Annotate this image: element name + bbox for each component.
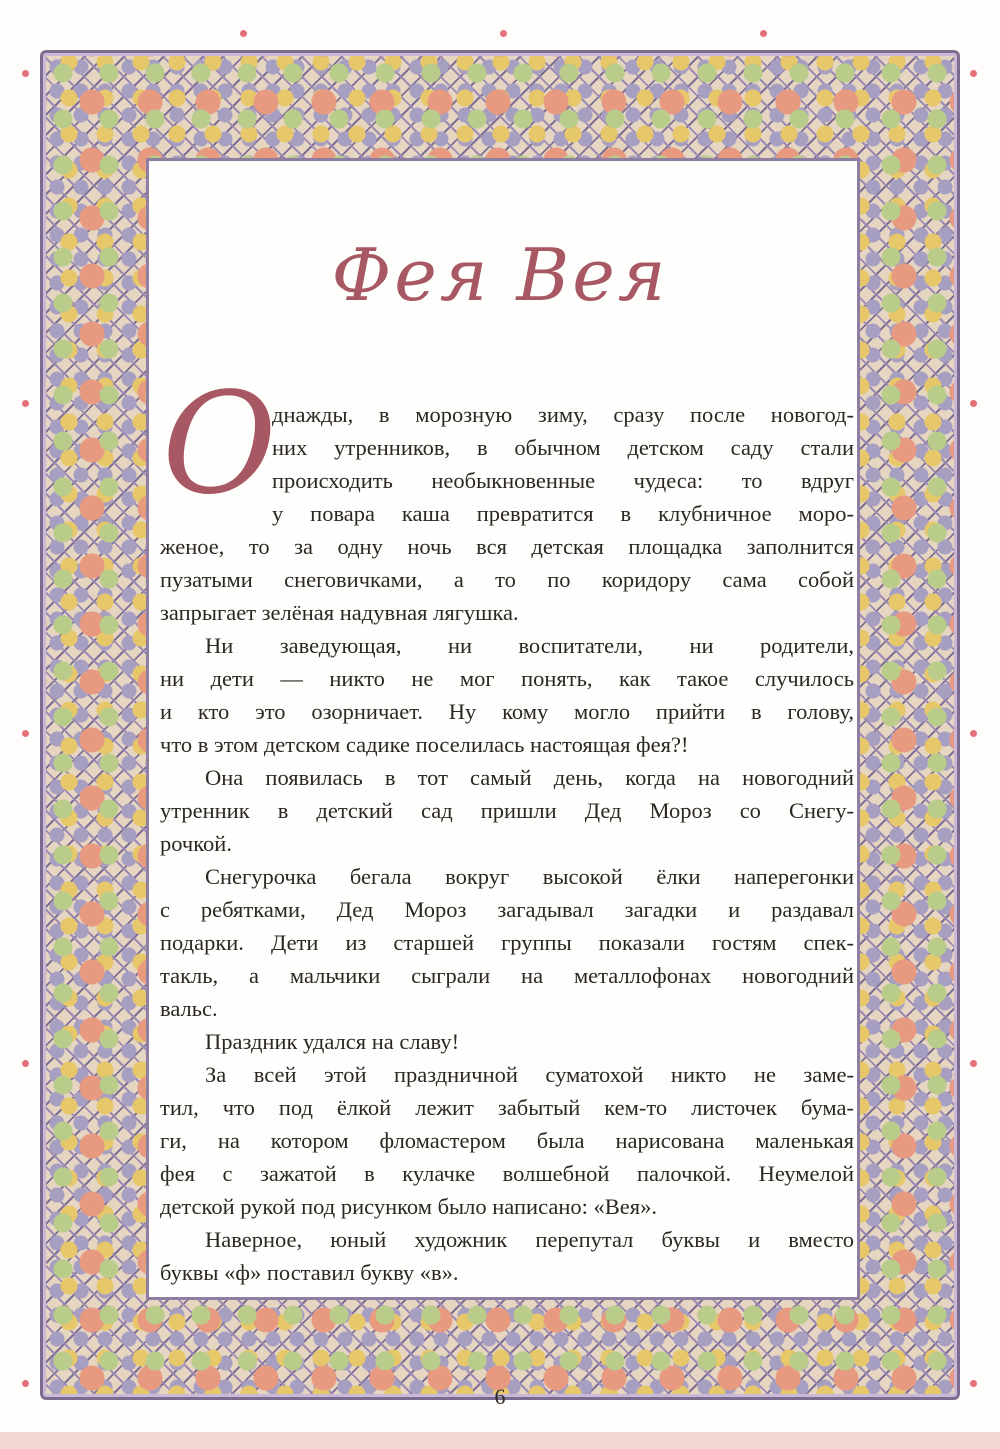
text-line: Наверное, юный художник перепутал буквы и вместо xyxy=(205,1227,854,1252)
text-line: вальс. xyxy=(160,996,218,1021)
text-line: что в этом детском садике поселилась настоящая фея?! xyxy=(160,732,689,757)
text-line: с ребятками, Дед Мороз загадывал загадки и раздавал xyxy=(160,897,854,922)
border-dot xyxy=(970,400,977,407)
text-line: происходить необыкновенные чудеса: то вдруг xyxy=(272,468,854,493)
text-line: Снегурочка бегала вокруг высокой ёлки наперегонки xyxy=(205,864,854,889)
text-line: подарки. Дети из старшей группы показали гостям спек- xyxy=(160,930,854,955)
border-dot xyxy=(760,30,767,37)
border-dot xyxy=(240,30,247,37)
text-line: них утренников, в обычном детском саду стали xyxy=(272,435,854,460)
border-dot xyxy=(970,70,977,77)
border-dot xyxy=(970,730,977,737)
text-line: женое, то за одну ночь вся детская площадка заполнится xyxy=(160,534,854,559)
border-dot xyxy=(22,1380,29,1387)
border-dot xyxy=(970,1380,977,1387)
drop-cap: О xyxy=(162,363,277,526)
text-line: у повара каша превратится в клубничное моро- xyxy=(272,501,854,526)
text-line: Праздник удался на славу! xyxy=(205,1029,460,1054)
text-line: Ни заведующая, ни воспитатели, ни родители, xyxy=(205,633,854,658)
border-dot xyxy=(22,730,29,737)
text-line: запрыгает зелёная надувная лягушка. xyxy=(160,600,519,625)
text-line: буквы «ф» поставил букву «в». xyxy=(160,1260,459,1285)
border-dot xyxy=(970,1060,977,1067)
text-line: фея с зажатой в кулачке волшебной палочкой. Неумелой xyxy=(160,1161,854,1186)
text-line: ни дети — никто не мог понять, как такое случилось xyxy=(160,666,854,691)
text-line: такль, а мальчики сыграли на металлофонах новогодний xyxy=(160,963,854,988)
border-dot xyxy=(22,400,29,407)
border-dot xyxy=(500,30,507,37)
page-number: 6 xyxy=(494,1384,506,1409)
border-dot xyxy=(22,70,29,77)
text-line: днажды, в морозную зиму, сразу после новогод- xyxy=(272,402,854,427)
text-line: утренник в детский сад пришли Дед Мороз со Снегу- xyxy=(160,798,854,823)
text-line: За всей этой праздничной суматохой никто не заме- xyxy=(205,1062,854,1087)
text-line: Она появилась в тот самый день, когда на новогодний xyxy=(205,765,854,790)
page-edge xyxy=(0,1432,1000,1449)
text-line: детской рукой под рисунком было написано: «Вея». xyxy=(160,1194,657,1219)
text-line: рочкой. xyxy=(160,831,232,856)
text-line: ги, на котором фломастером была нарисована маленькая xyxy=(160,1128,854,1153)
text-line: тил, что под ёлкой лежит забытый кем-то листочек бума- xyxy=(160,1095,854,1120)
page-title: Фея Вея xyxy=(331,233,669,317)
text-line: и кто это озорничает. Ну кому могло прийти в голову, xyxy=(160,699,854,724)
text-line: пузатыми снеговичками, а то по коридору сама собой xyxy=(160,567,854,592)
border-dot xyxy=(22,1060,29,1067)
